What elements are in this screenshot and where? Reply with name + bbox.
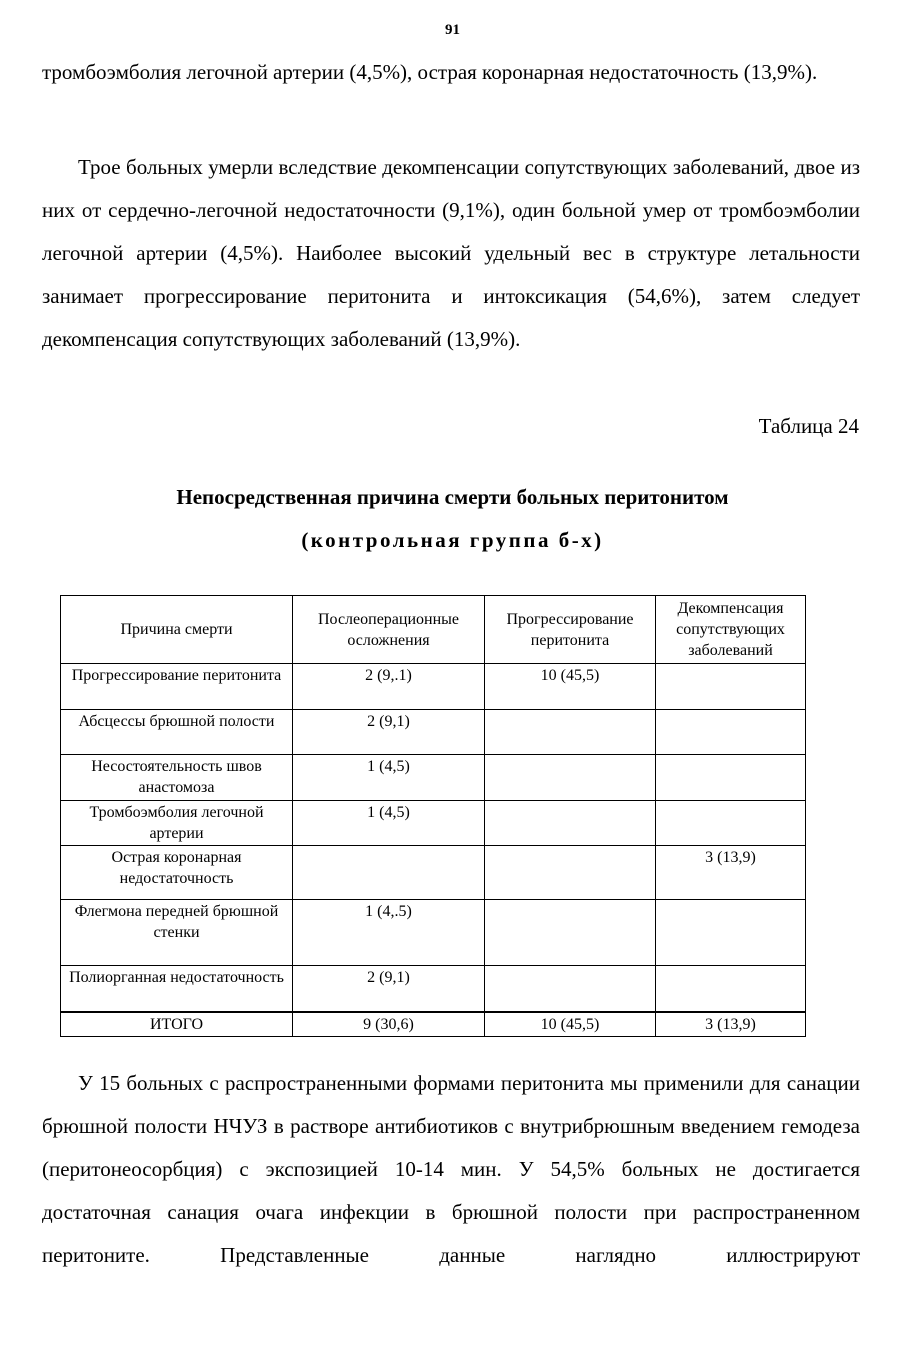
table-title bbox=[0, 476, 905, 562]
table-total-row bbox=[61, 1012, 806, 1037]
cell-value bbox=[485, 710, 656, 755]
cell-cause: Несостоятельность швов анастомоза bbox=[61, 755, 293, 801]
cell-value bbox=[485, 801, 656, 846]
header-postoperative: Послеоперационные осложнения bbox=[293, 596, 485, 664]
table-row bbox=[61, 755, 806, 801]
paragraph-continuation: тромбоэмболия легочной артерии (4,5%), острая коронарная недостаточность (13,9%). bbox=[42, 60, 818, 84]
cell-value bbox=[485, 900, 656, 966]
table-row bbox=[61, 966, 806, 1012]
cell-value: 3 (13,9) bbox=[656, 846, 806, 900]
cell-value bbox=[656, 664, 806, 710]
table-title-line2: (контрольная группа б-х) bbox=[301, 528, 604, 552]
cell-value: 1 (4,5) bbox=[293, 801, 485, 846]
cell-cause: Абсцессы брюшной полости bbox=[61, 710, 293, 755]
cell-value bbox=[656, 755, 806, 801]
cell-total-value: 3 (13,9) bbox=[656, 1012, 806, 1037]
cell-value bbox=[656, 801, 806, 846]
cell-cause: Острая коронарная недостаточность bbox=[61, 846, 293, 900]
table-row bbox=[61, 900, 806, 966]
cell-value bbox=[656, 900, 806, 966]
table-label: Таблица 24 bbox=[758, 414, 859, 438]
cell-value bbox=[485, 966, 656, 1012]
cell-value: 1 (4,5) bbox=[293, 755, 485, 801]
cell-cause: Тромбоэмболия легочной артерии bbox=[61, 801, 293, 846]
death-cause-table bbox=[60, 595, 806, 1037]
table-row bbox=[61, 801, 806, 846]
cell-value: 10 (45,5) bbox=[485, 664, 656, 710]
cell-value bbox=[485, 755, 656, 801]
cell-cause: Флегмона передней брюшной стенки bbox=[61, 900, 293, 966]
header-progression: Прогрессирование перитонита bbox=[485, 596, 656, 664]
cell-value: 2 (9,1) bbox=[293, 966, 485, 1012]
table-title-line1: Непосредственная причина смерти больных перитонитом bbox=[176, 485, 729, 509]
cell-value bbox=[656, 710, 806, 755]
paragraph-mortality-causes: Трое больных умерли вследствие декомпенсации сопутствующих заболеваний, двое из них от сердечно-легочной недостаточности (9,1%), один больной умер от тромбоэмболии легочной артерии (4,5%). Наиболее высокий удельный вес в структуре летальности занимает прогрессирование перитонита и интоксикация (54,6%), затем следует декомпенсация сопутствующих заболеваний (13,9%). bbox=[42, 155, 860, 351]
header-cause: Причина смерти bbox=[61, 596, 293, 664]
header-decompensation: Декомпенсация сопутствующих заболеваний bbox=[656, 596, 806, 664]
cell-value: 2 (9,.1) bbox=[293, 664, 485, 710]
cell-cause: Прогрессирование перитонита bbox=[61, 664, 293, 710]
cell-value bbox=[485, 846, 656, 900]
page-number: 91 bbox=[445, 22, 460, 38]
table-row bbox=[61, 710, 806, 755]
table-row bbox=[61, 846, 806, 900]
cell-value bbox=[293, 846, 485, 900]
cell-cause: Полиорганная недостаточность bbox=[61, 966, 293, 1012]
cell-total-value: 10 (45,5) bbox=[485, 1012, 656, 1037]
cell-value bbox=[656, 966, 806, 1012]
cell-value: 1 (4,.5) bbox=[293, 900, 485, 966]
cell-value: 2 (9,1) bbox=[293, 710, 485, 755]
table-header-row bbox=[61, 596, 806, 664]
cell-total-value: 9 (30,6) bbox=[293, 1012, 485, 1037]
paragraph-sanitation: У 15 больных с распространенными формами перитонита мы применили для санации брюшной полости НЧУЗ в растворе антибиотиков с внутрибрюшным введением гемодеза (перитонеосорбция) с экспозицией 10-14 мин. У 54,5% больных не достигается достаточная санация очага инфекции в брюшной полости при распространенном перитоните. Представленные данные наглядно иллюстрируют bbox=[42, 1071, 860, 1267]
table-row bbox=[61, 664, 806, 710]
cell-total-label: ИТОГО bbox=[61, 1012, 293, 1037]
